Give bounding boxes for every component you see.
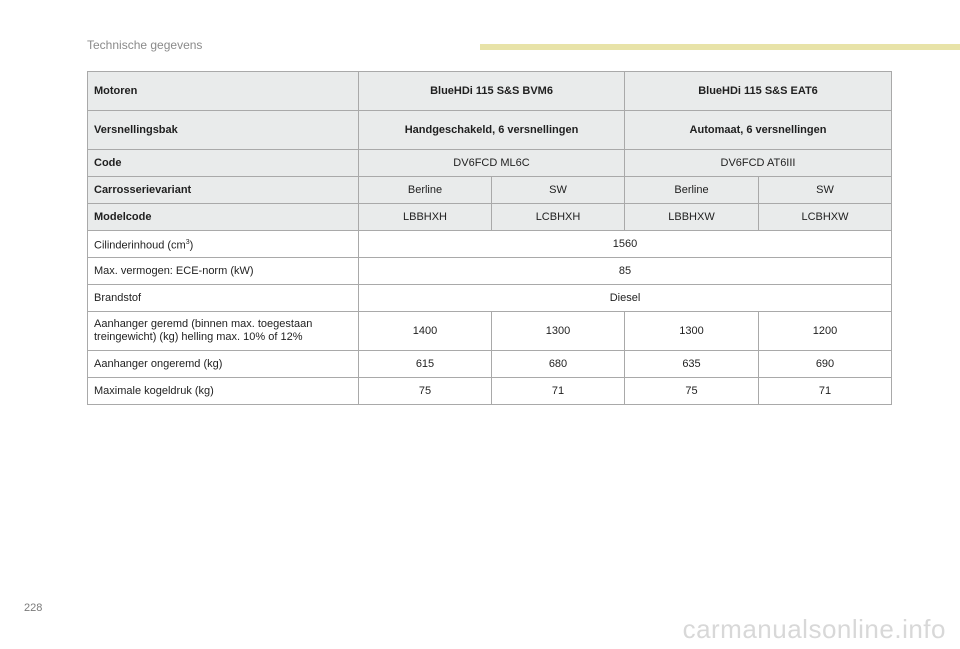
engine-bvm6: BlueHDi 115 S&S BVM6 (359, 72, 625, 111)
body-variant-cell: SW (492, 177, 625, 204)
table-row-nose-weight (88, 378, 892, 405)
page-number: 228 (24, 602, 43, 614)
fuel-value: Diesel (359, 285, 892, 312)
nose-weight-cell: 75 (359, 378, 492, 405)
watermark: carmanualsonline.info (682, 614, 946, 644)
header-accent-bar (480, 44, 960, 50)
braked-trailer-label-line2: treingewicht) (kg) helling max. 10% of 12% (94, 331, 303, 343)
body-variant-cell: Berline (625, 177, 759, 204)
unbraked-trailer-cell: 615 (359, 351, 492, 378)
displacement-label-sup: 3 (185, 238, 190, 246)
displacement-label-prefix: Cilinderinhoud (cm (94, 239, 186, 252)
table-row-body-variant (88, 177, 892, 204)
specifications-table (87, 71, 892, 405)
model-code-cell: LCBHXW (759, 204, 892, 231)
row-label-fuel: Brandstof (88, 285, 359, 312)
row-label-code: Code (88, 150, 359, 177)
model-code-cell: LBBHXW (625, 204, 759, 231)
nose-weight-cell: 75 (625, 378, 759, 405)
nose-weight-cell: 71 (492, 378, 625, 405)
power-value: 85 (359, 258, 892, 285)
braked-trailer-cell: 1300 (625, 312, 759, 351)
table-row-unbraked-trailer (88, 351, 892, 378)
table-row-fuel (88, 285, 892, 312)
table-row-power (88, 258, 892, 285)
unbraked-trailer-cell: 690 (759, 351, 892, 378)
table-row-braked-trailer (88, 312, 892, 351)
model-code-cell: LBBHXH (359, 204, 492, 231)
row-label-body-variant: Carrosserievariant (88, 177, 359, 204)
code-automatic: DV6FCD AT6III (625, 150, 892, 177)
row-label-gearbox: Versnellingsbak (88, 111, 359, 150)
table-row-gearbox (88, 111, 892, 150)
braked-trailer-cell: 1300 (492, 312, 625, 351)
gearbox-automatic: Automaat, 6 versnellingen (625, 111, 892, 150)
engine-eat6: BlueHDi 115 S&S EAT6 (625, 72, 892, 111)
body-variant-cell: Berline (359, 177, 492, 204)
braked-trailer-label-line1: Aanhanger geremd (binnen max. toegestaan (94, 318, 313, 330)
nose-weight-cell: 71 (759, 378, 892, 405)
body-variant-cell: SW (759, 177, 892, 204)
braked-trailer-cell: 1200 (759, 312, 892, 351)
unbraked-trailer-cell: 680 (492, 351, 625, 378)
displacement-value: 1560 (359, 231, 892, 258)
row-label-nose-weight: Maximale kogeldruk (kg) (88, 378, 359, 405)
braked-trailer-cell: 1400 (359, 312, 492, 351)
row-label-power: Max. vermogen: ECE-norm (kW) (88, 258, 359, 285)
unbraked-trailer-cell: 635 (625, 351, 759, 378)
table-row-code (88, 150, 892, 177)
table-row-model-code (88, 204, 892, 231)
table-row-engines (88, 72, 892, 111)
displacement-label-suffix: ) (189, 239, 194, 252)
section-title: Technische gegevens (87, 38, 203, 52)
model-code-cell: LCBHXH (492, 204, 625, 231)
table-row-displacement (88, 231, 892, 258)
code-manual: DV6FCD ML6C (359, 150, 625, 177)
gearbox-manual: Handgeschakeld, 6 versnellingen (359, 111, 625, 150)
row-label-model-code: Modelcode (88, 204, 359, 231)
row-label-braked-trailer (88, 312, 359, 351)
row-label-displacement (88, 231, 359, 258)
row-label-engines: Motoren (88, 72, 359, 111)
row-label-unbraked-trailer: Aanhanger ongeremd (kg) (88, 351, 359, 378)
